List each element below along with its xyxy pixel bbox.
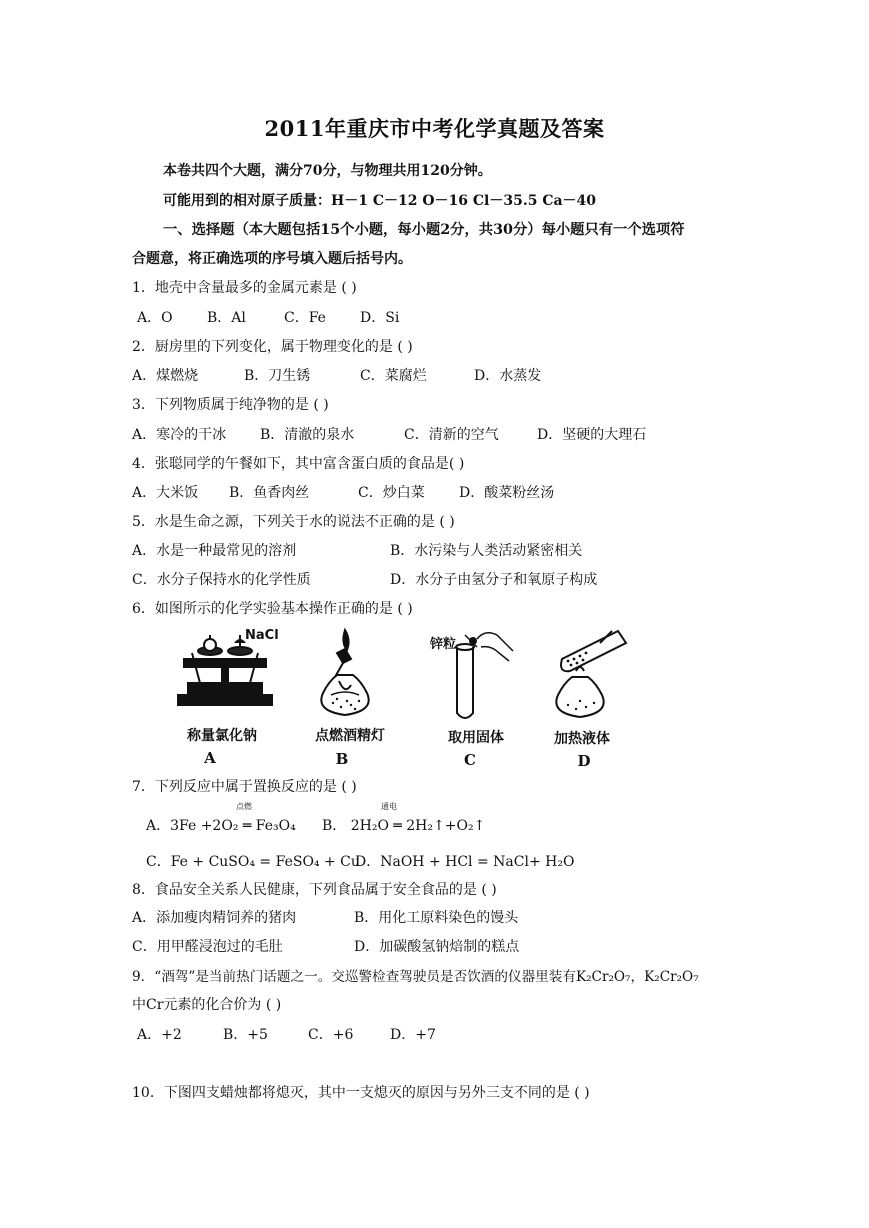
q9-option-b: B．+5 <box>223 1027 268 1043</box>
figure-b-caption: 点燃酒精灯 <box>315 728 385 744</box>
q2-option-c: C．菜腐烂 <box>360 368 427 384</box>
q3-option-b: B．清澈的泉水 <box>260 427 355 443</box>
question-8: 8．食品安全关系人民健康，下列食品属于安全食品的是 ( ) <box>132 882 497 898</box>
figure-d-caption: 加热液体 <box>554 731 610 747</box>
question-9: 9．“酒驾”是当前热门话题之一。交巡警检查驾驶员是否饮酒的仪器里装有K₂Cr₂O₇，K₂Cr₂O₇ <box>132 969 699 985</box>
q5-option-d: D．水分子由氢分子和氧原子构成 <box>390 572 598 588</box>
zinc-label: 锌粒 <box>430 637 457 652</box>
q7-option-c: C．Fe + CuSO₄ = FeSO₄ + Cu <box>146 854 360 870</box>
question-2: 2．厨房里的下列变化，属于物理变化的是 ( ) <box>132 339 413 355</box>
q9-option-a: A．+2 <box>137 1027 182 1043</box>
q2-option-a: A．煤燃烧 <box>132 368 199 384</box>
question-4: 4．张聪同学的午餐如下，其中富含蛋白质的食品是( ) <box>132 456 465 472</box>
q1-option-c: C．Fe <box>284 310 326 326</box>
question-5: 5．水是生命之源，下列关于水的说法不正确的是 ( ) <box>132 514 455 530</box>
q3-option-d: D．坚硬的大理石 <box>537 427 647 443</box>
q4-option-b: B．鱼香肉丝 <box>229 485 310 501</box>
q8-option-d: D．加碳酸氢钠焙制的糕点 <box>354 939 520 955</box>
q3-option-c: C．清新的空气 <box>404 427 499 443</box>
nacl-label: NaCl <box>245 628 279 643</box>
q8-option-c: C．用甲醛浸泡过的毛肚 <box>132 939 283 955</box>
question-9-cont: 中Cr元素的化合价为 ( ) <box>132 997 282 1013</box>
figure-c-caption: 取用固体 <box>448 730 504 746</box>
q4-option-a: A．大米饭 <box>132 485 199 501</box>
question-1: 1．地壳中含量最多的金属元素是 ( ) <box>132 280 357 296</box>
figure-c-letter: C <box>464 751 476 769</box>
q7-option-a: A．3Fe +2O₂ ═ Fe₃O₄ <box>146 818 296 834</box>
heating-liquid-figure <box>540 625 635 720</box>
figure-a-caption: 称量氯化钠 <box>187 728 257 744</box>
q1-option-d: D．Si <box>360 310 400 326</box>
q2-option-b: B．刀生锈 <box>244 368 311 384</box>
q5-option-a: A．水是一种最常见的溶剂 <box>132 543 297 559</box>
alcohol-lamp-lighting-figure <box>305 625 385 720</box>
atomic-mass-line: 可能用到的相对原子质量：H－1 C－12 O－16 Cl－35.5 Ca－40 <box>163 193 597 209</box>
section-heading-cont: 合题意，将正确选项的序号填入题后括号内。 <box>132 251 412 267</box>
question-6: 6．如图所示的化学实验基本操作正确的是 ( ) <box>132 601 413 617</box>
section-heading: 一、选择题（本大题包括15个小题，每小题2分，共30分）每小题只有一个选项符 <box>163 222 685 238</box>
q9-option-c: C．+6 <box>308 1027 354 1043</box>
question-10: 10．下图四支蜡烛都将熄灭，其中一支熄灭的原因与另外三支不同的是 ( ) <box>132 1085 590 1101</box>
q2-option-d: D．水蒸发 <box>474 368 542 384</box>
q7-option-d: D．NaOH + HCl = NaCl+ H₂O <box>355 854 575 870</box>
q1-option-a: A．O <box>137 310 173 326</box>
figure-d-letter: D <box>577 752 591 770</box>
q9-option-d: D．+7 <box>390 1027 436 1043</box>
electrolysis-condition-label: 通电 <box>381 802 397 811</box>
q3-option-a: A．寒冷的干冰 <box>132 427 227 443</box>
q4-option-c: C．炒白菜 <box>358 485 425 501</box>
question-3: 3．下列物质属于纯净物的是 ( ) <box>132 397 329 413</box>
exam-intro: 本卷共四个大题，满分70分，与物理共用120分钟。 <box>163 163 492 179</box>
q8-option-a: A．添加瘦肉精饲养的猪肉 <box>132 910 297 926</box>
q1-option-b: B．Al <box>207 310 246 326</box>
question-7: 7．下列反应中属于置换反应的是 ( ) <box>132 779 357 795</box>
q7-option-b: B． 2H₂O ═ 2H₂↑+O₂↑ <box>322 818 486 834</box>
page-title: 2011年重庆市中考化学真题及答案 <box>264 116 605 141</box>
q8-option-b: B．用化工原料染色的馒头 <box>354 910 519 926</box>
q5-option-c: C．水分子保持水的化学性质 <box>132 572 311 588</box>
figure-a-letter: A <box>204 749 216 767</box>
q5-option-b: B．水污染与人类活动紧密相关 <box>390 543 583 559</box>
ignite-condition-label: 点燃 <box>236 802 252 811</box>
figure-b-letter: B <box>335 750 349 768</box>
q4-option-d: D．酸菜粉丝汤 <box>459 485 555 501</box>
